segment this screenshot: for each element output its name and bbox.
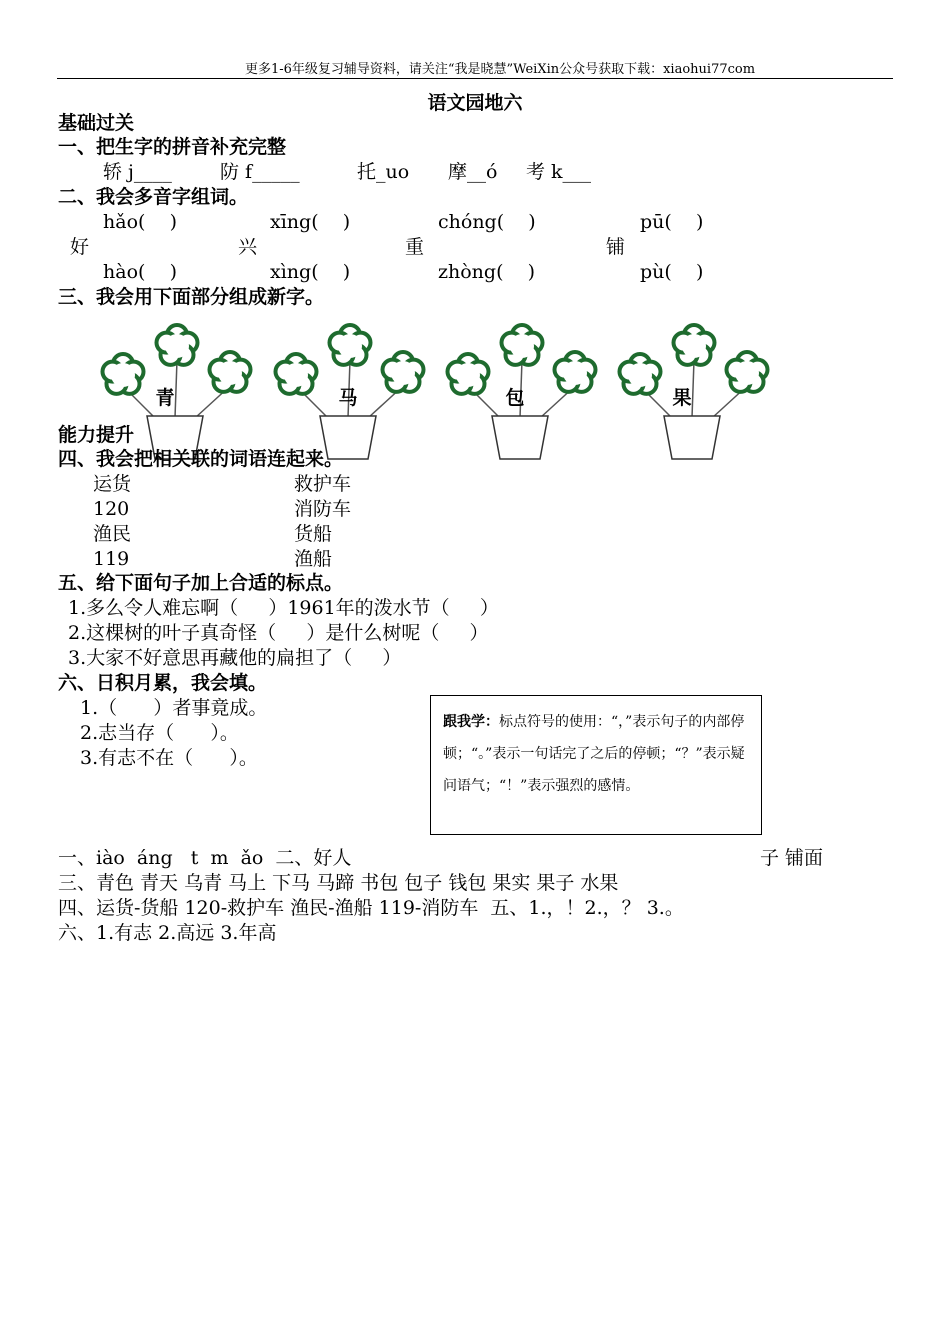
q6-heading: 六、日积月累，我会填。 — [58, 672, 268, 694]
pot-label: 果 — [672, 387, 692, 409]
q4-right-item: 渔船 — [294, 548, 333, 570]
q4-left-item: 119 — [93, 548, 130, 570]
pot-label: 青 — [155, 387, 175, 409]
answer-line: 六、1.有志 2.高远 3.年高 — [58, 922, 277, 944]
q5-item: 3.大家不好意思再藏他的扁担了（ ） — [68, 647, 402, 669]
q2-pinyin: zhòng( ) — [438, 261, 536, 283]
q1-item: 摩__ó — [448, 161, 498, 183]
q2-char: 铺 — [606, 236, 626, 258]
q2-char: 兴 — [238, 236, 258, 258]
q3-heading: 三、我会用下面部分组成新字。 — [58, 286, 325, 308]
header-rule — [57, 78, 893, 79]
q4-left-item: 运货 — [93, 473, 132, 495]
q1-item: 轿 j____ — [103, 161, 172, 183]
q5-item: 2.这棵树的叶子真奇怪（ ）是什么树呢（ ） — [68, 622, 489, 644]
q2-pinyin: xīng( ) — [270, 211, 351, 233]
q6-item: 3.有志不在（ ）。 — [80, 747, 258, 769]
answer-line: 一、iào áng t m ǎo 二、好人 — [58, 847, 352, 869]
q1-item: 考 k___ — [526, 161, 592, 183]
q4-right-item: 消防车 — [294, 498, 352, 520]
pot-label: 包 — [505, 387, 525, 409]
q1-item: 托_uo — [357, 161, 410, 183]
flower-pot-2 — [268, 318, 428, 463]
q4-left-item: 渔民 — [93, 523, 132, 545]
q2-char: 重 — [405, 236, 425, 258]
answer-line: 四、运货-货船 120-救护车 渔民-渔船 119-消防车 五、1.，！2.，？ 3.。 — [58, 897, 684, 919]
tip-label: 跟我学： — [443, 714, 499, 730]
flower-pot-4 — [612, 318, 772, 463]
q2-pinyin: xìng( ) — [270, 261, 351, 283]
answer-line: 子 铺面 — [760, 847, 824, 869]
page-title: 语文园地六 — [427, 92, 523, 114]
q5-heading: 五、给下面句子加上合适的标点。 — [58, 572, 344, 594]
tip-box — [430, 695, 762, 835]
ability-heading: 能力提升 — [58, 424, 135, 446]
q1-heading: 一、把生字的拼音补充完整 — [58, 136, 287, 158]
q2-pinyin: hào( ) — [103, 261, 177, 283]
q4-right-item: 货船 — [294, 523, 333, 545]
q1-item: 防 f_____ — [220, 161, 300, 183]
q2-pinyin: pū( ) — [640, 211, 704, 233]
tip-text: 标点符号的使用：“，”表示句子的内部停顿；“。”表示一句话完了之后的停顿；“？”表示疑问语气；“！”表示强烈的感情。 — [443, 714, 745, 794]
q6-item: 2.志当存（ ）。 — [80, 722, 239, 744]
q4-left-item: 120 — [93, 498, 130, 520]
q2-char: 好 — [70, 236, 90, 258]
q2-pinyin: hǎo( ) — [103, 211, 177, 233]
answer-line: 三、青色 青天 乌青 马上 下马 马蹄 书包 包子 钱包 果实 果子 水果 — [58, 872, 619, 894]
q6-item: 1.（ ）者事竟成。 — [80, 697, 268, 719]
basic-heading: 基础过关 — [58, 112, 135, 134]
flower-pot-3 — [440, 318, 600, 463]
q4-right-item: 救护车 — [294, 473, 352, 495]
q5-item: 1.多么令人难忘啊（ ）1961年的泼水节（ ） — [68, 597, 499, 619]
q2-heading: 二、我会多音字组词。 — [58, 186, 249, 208]
q4-heading: 四、我会把相关联的词语连起来。 — [58, 448, 344, 470]
q2-pinyin: pù( ) — [640, 261, 704, 283]
page-header: 更多1-6年级复习辅导资料，请关注“我是晓慧”WeiXin公众号获取下载：xiaohui77com — [244, 62, 756, 77]
q2-pinyin: chóng( ) — [438, 211, 536, 233]
pot-label: 马 — [338, 387, 358, 409]
